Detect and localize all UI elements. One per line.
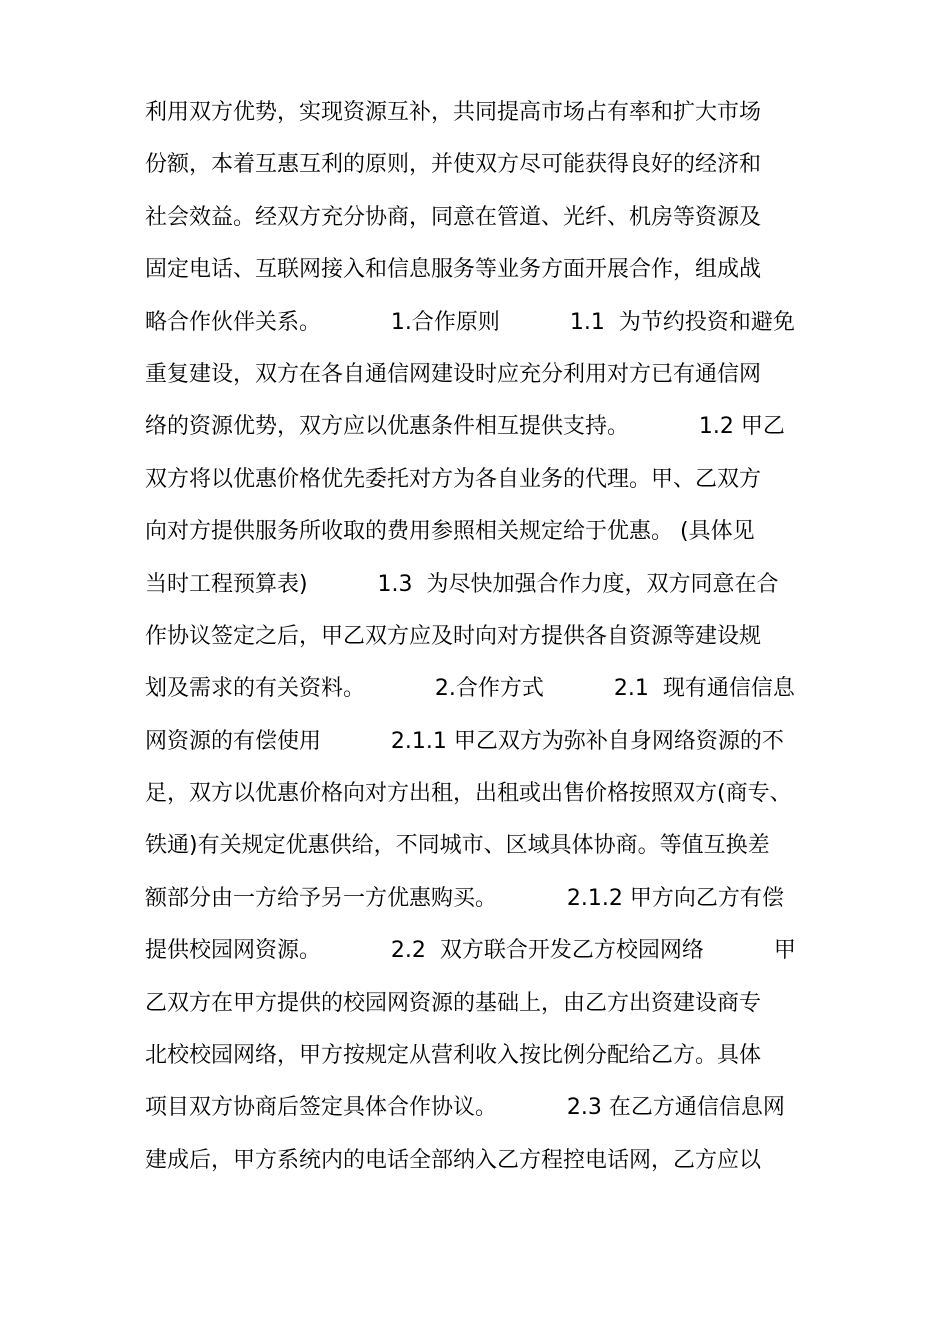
text-line: 双方将以优惠价格优先委托对方为各自业务的代理。甲、乙双方 bbox=[145, 466, 762, 492]
text-line: 铁通)有关规定优惠供给，不同城市、区域具体协商。等值互换差 bbox=[145, 833, 770, 859]
text-line: 份额，本着互惠互利的原则，并使双方尽可能获得良好的经济和 bbox=[145, 152, 762, 178]
text-line: 作协议签定之后，甲乙双方应及时向对方提供各自资源等建设规 bbox=[145, 623, 762, 649]
text-line: 社会效益。经双方充分协商，同意在管道、光纤、机房等资源及 bbox=[145, 204, 762, 230]
text-line: 提供校园网资源。 2.2 双方联合开发乙方校园网络 甲 bbox=[145, 938, 796, 964]
text-line: 北校校园网络，甲方按规定从营利收入按比例分配给乙方。具体 bbox=[145, 1043, 762, 1069]
text-line: 项目双方协商后签定具体合作协议。 2.3 在乙方通信信息网 bbox=[145, 1095, 785, 1121]
text-line: 建成后，甲方系统内的电话全部纳入乙方程控电话网，乙方应以 bbox=[145, 1147, 762, 1173]
text-line: 略合作伙伴关系。 1.合作原则 1.1 为节约投资和避免 bbox=[145, 309, 795, 335]
text-line: 利用双方优势，实现资源互补，共同提高市场占有率和扩大市场 bbox=[145, 100, 762, 125]
text-line: 乙双方在甲方提供的校园网资源的基础上，由乙方出资建设商专 bbox=[145, 990, 762, 1016]
text-line: 网资源的有偿使用 2.1.1 甲乙双方为弥补自身网络资源的不 bbox=[145, 728, 784, 754]
body-text bbox=[145, 87, 845, 1187]
text-line: 当时工程预算表) 1.3 为尽快加强合作力度，双方同意在合 bbox=[145, 571, 779, 597]
text-line: 额部分由一方给予另一方优惠购买。 2.1.2 甲方向乙方有偿 bbox=[145, 885, 784, 911]
text-line: 划及需求的有关资料。 2.合作方式 2.1 现有通信信息 bbox=[145, 676, 795, 702]
text-line: 固定电话、互联网接入和信息服务等业务方面开展合作，组成战 bbox=[145, 257, 762, 283]
text-line: 足，双方以优惠价格向对方出租，出租或出售价格按照双方(商专、 bbox=[145, 781, 792, 807]
text-line: 向对方提供服务所收取的费用参照相关规定给于优惠。 (具体见 bbox=[145, 519, 755, 545]
text-line: 重复建设，双方在各自通信网建设时应充分利用对方已有通信网 bbox=[145, 361, 762, 387]
text-line: 络的资源优势，双方应以优惠条件相互提供支持。 1.2 甲乙 bbox=[145, 414, 785, 440]
